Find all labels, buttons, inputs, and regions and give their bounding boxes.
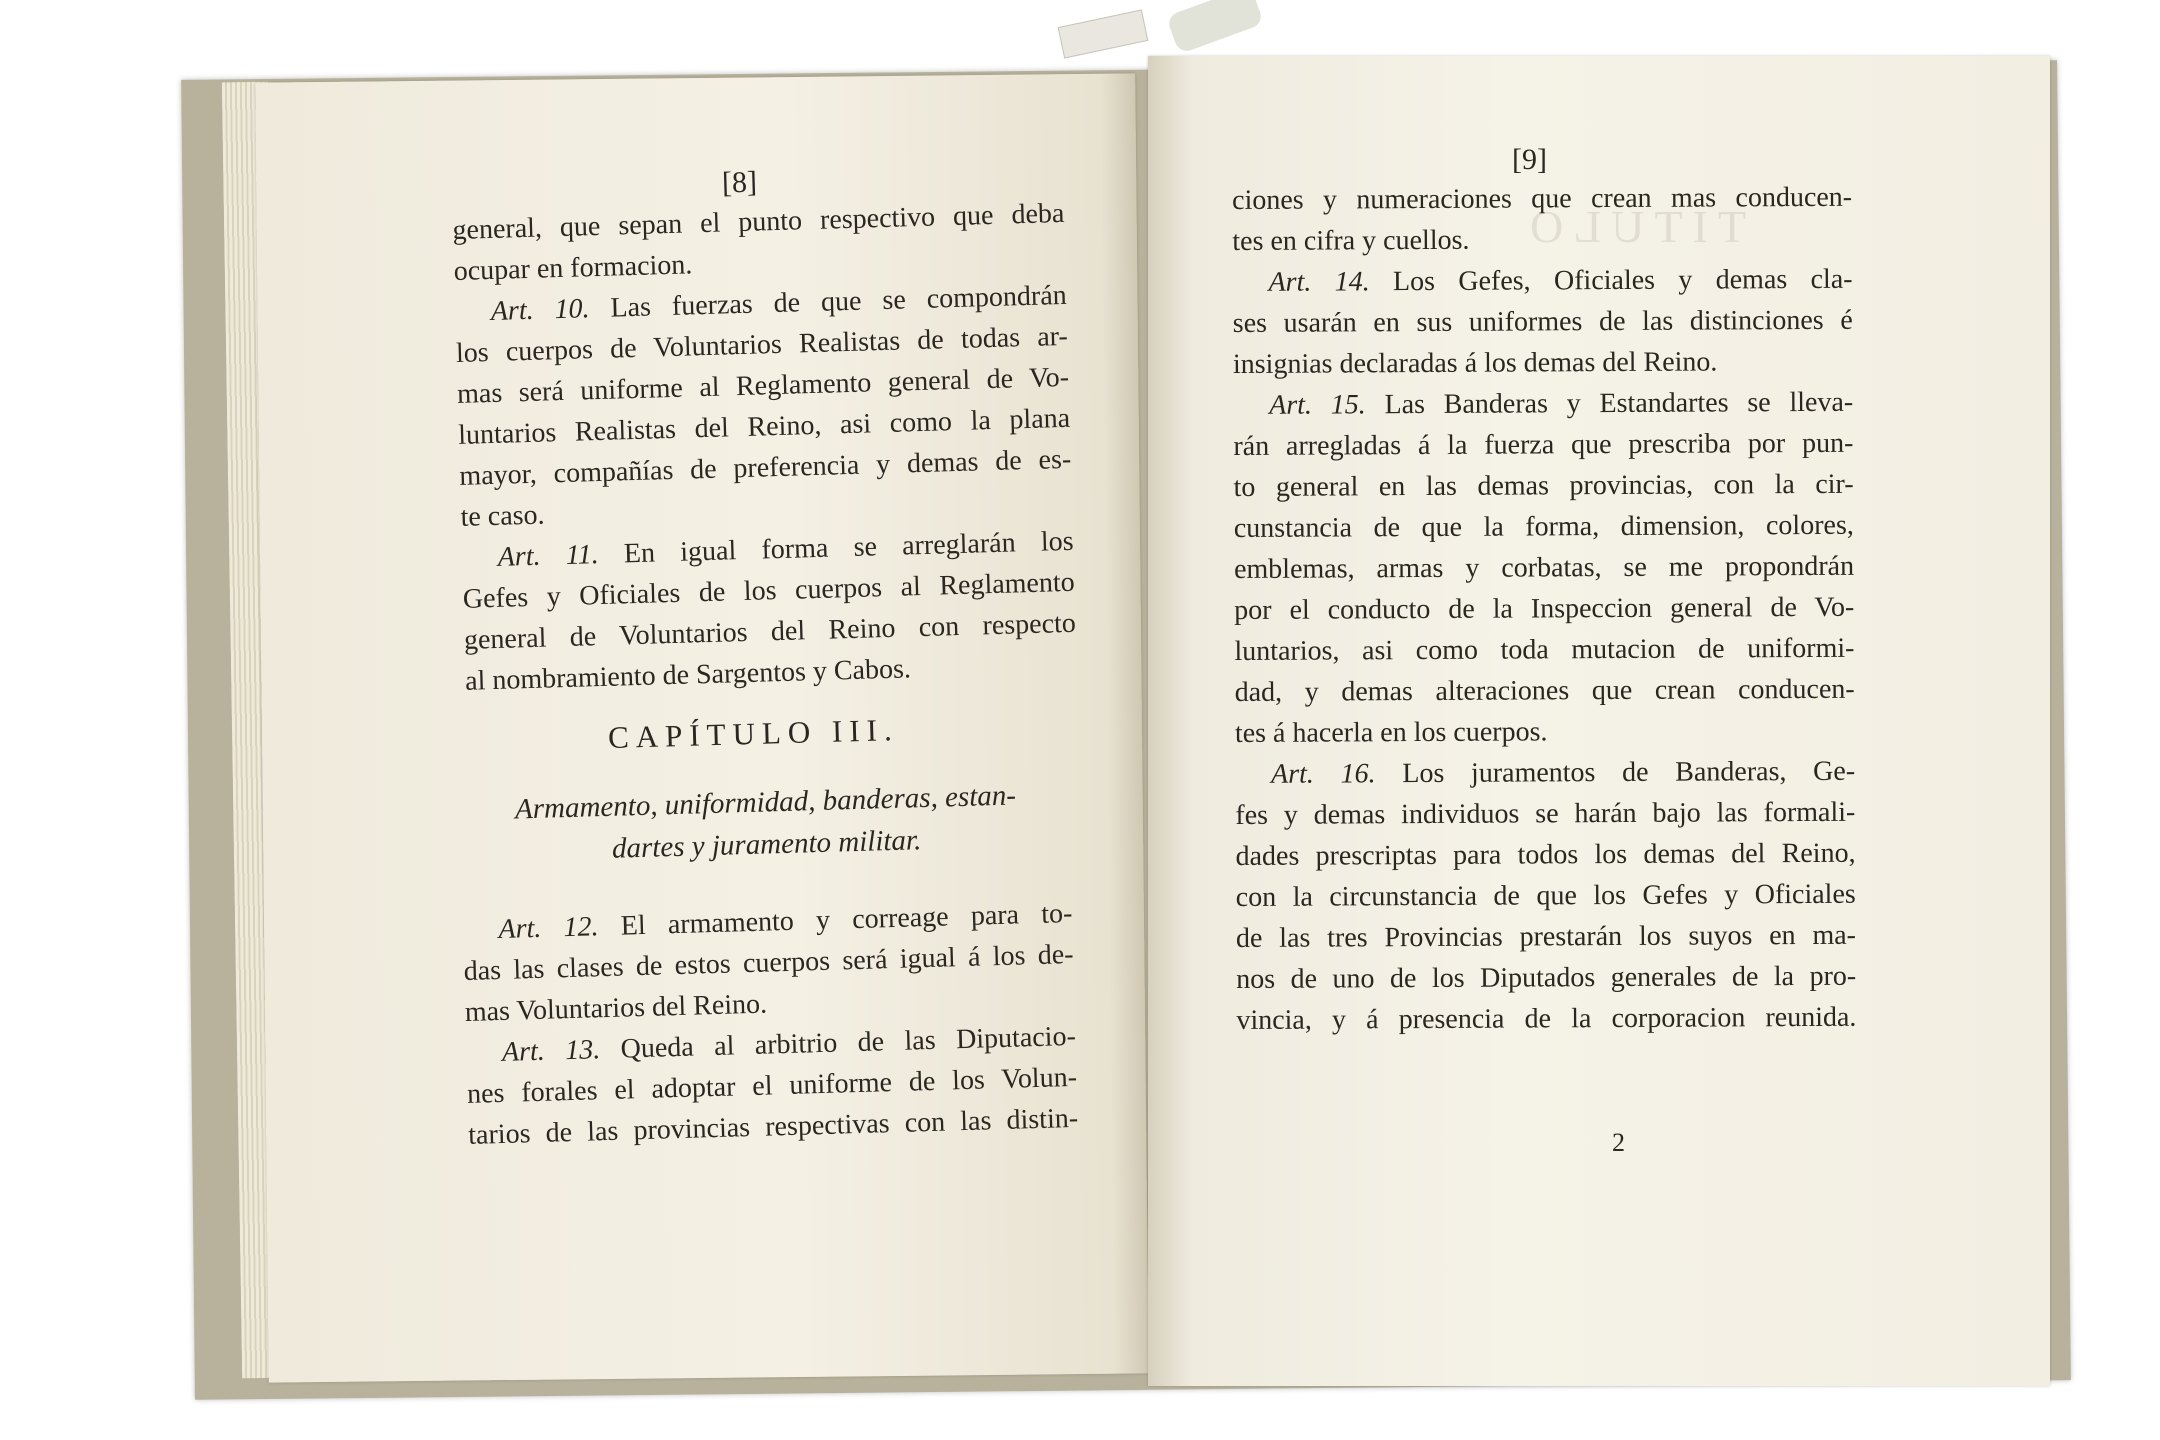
text-line: tes en cifra y cuellos. <box>1232 224 1470 257</box>
text-line: Art. 15. Las Banderas y Estandartes se lleva- <box>1269 386 1854 421</box>
right-text-block <box>1232 177 1856 1041</box>
chapter-subtitle-line: Armamento, uniformidad, banderas, estan- <box>514 779 1017 826</box>
text-line: te caso. <box>460 499 545 533</box>
text-line: fes y demas individuos se harán bajo las formali- <box>1235 796 1856 831</box>
text-line: general de Voluntarios del Reino con respecto <box>463 607 1077 656</box>
text-line: Art. 10. Las fuerzas de que se compondrán <box>490 279 1068 327</box>
text-line: rán arregladas á la fuerza que prescriba por pun- <box>1233 427 1854 462</box>
signature-mark: 2 <box>1612 1128 1625 1157</box>
chapter-subtitle-line: dartes y juramento militar. <box>611 824 922 865</box>
text-line: emblemas, armas y corbatas, se me propondrán <box>1233 550 1855 585</box>
text-line: Art. 14. Los Gefes, Oficiales y demas cla- <box>1268 263 1853 298</box>
text-line: cunstancia de que la forma, dimension, colores, <box>1233 509 1854 544</box>
text-line: tarios de las provincias respectivas con las distin- <box>467 1102 1079 1151</box>
text-line: tes á hacerla en los cuerpos. <box>1234 716 1548 749</box>
text-line: ocupar en formacion. <box>453 249 693 287</box>
text-line: vincia, y á presencia de la corporacion reunida. <box>1236 1001 1857 1036</box>
right-page-number: [9] <box>1512 143 1547 176</box>
text-line: por el conducto de la Inspeccion general de Vo- <box>1234 591 1855 626</box>
text-line: mayor, compañías de preferencia y demas de es- <box>459 443 1072 492</box>
text-line: Art. 16. Los juramentos de Banderas, Ge- <box>1271 755 1856 790</box>
show-through-text: TITULO <box>1520 201 1747 252</box>
paper-tab <box>1166 0 1264 54</box>
text-line: Art. 12. El armamento y correage para to- <box>498 897 1073 945</box>
chapter-subtitle <box>460 773 1072 874</box>
left-text-block-top <box>452 193 1077 702</box>
text-line: nes forales el adoptar el uniforme de los Volun- <box>466 1061 1078 1110</box>
text-line: los cuerpos de Voluntarios Realistas de todas ar- <box>455 320 1069 369</box>
text-line: general, que sepan el punto respectivo que deba <box>452 197 1065 246</box>
text-line: ses usarán en sus uniformes de las distinciones é <box>1232 304 1853 339</box>
text-line: to general en las demas provincias, con la cir- <box>1233 468 1854 503</box>
text-line: luntarios Realistas del Reino, asi como la plana <box>457 402 1071 451</box>
text-line: con la circunstancia de que los Gefes y Oficiales <box>1235 878 1856 913</box>
paper-tab <box>1058 9 1149 58</box>
text-line: insignias declaradas á los demas del Reino. <box>1232 346 1718 380</box>
text-line: nos de uno de los Diputados generales de la pro- <box>1236 960 1857 995</box>
text-line: ciones y numeraciones que crean mas conducen- <box>1232 181 1853 216</box>
left-text-block-bottom <box>462 893 1079 1156</box>
text-line: das las clases de estos cuerpos será igual á los de- <box>463 938 1074 987</box>
text-line: al nombramiento de Sargentos y Cabos. <box>464 653 912 697</box>
text-line: Art. 13. Queda al arbitrio de las Diputacio- <box>501 1020 1077 1068</box>
left-page-number: [8] <box>721 165 758 200</box>
text-line: dad, y demas alteraciones que crean conducen- <box>1234 673 1855 708</box>
text-line: Gefes y Oficiales de los cuerpos al Reglamento <box>462 566 1076 615</box>
text-line: de las tres Provincias prestarán los suyos en ma- <box>1235 919 1857 954</box>
chapter-title: CAPÍTULO III. <box>607 711 900 756</box>
text-line: mas Voluntarios del Reino. <box>464 988 768 1028</box>
text-line: mas será uniforme al Reglamento general de Vo- <box>456 361 1070 410</box>
text-line: Art. 11. En igual forma se arreglarán los <box>497 525 1074 573</box>
text-line: dades prescriptas para todos los demas del Reino, <box>1235 837 1856 872</box>
text-line: luntarios, asi como toda mutacion de uniformi- <box>1234 632 1855 667</box>
